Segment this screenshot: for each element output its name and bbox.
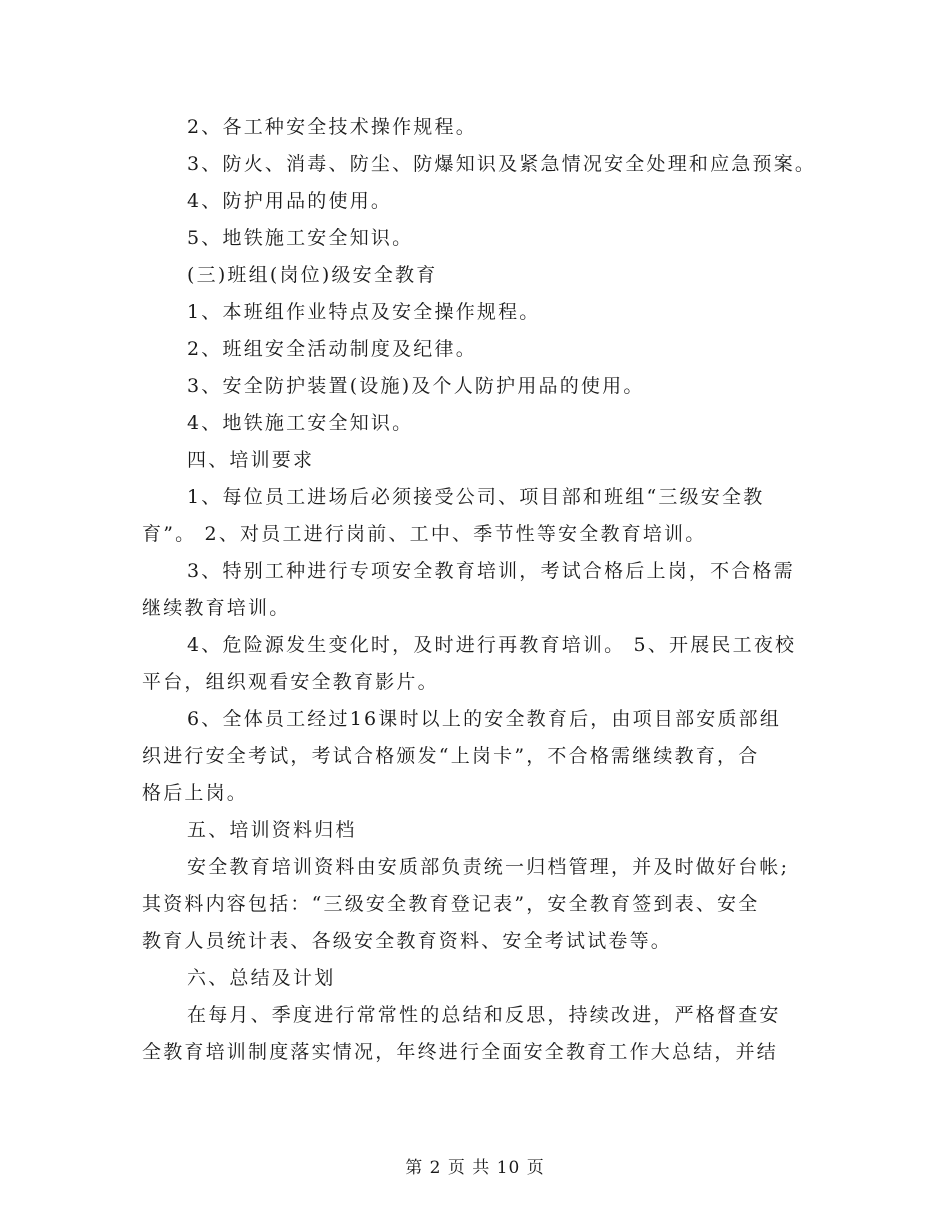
text-line: 3、防火、消毒、防尘、防爆知识及紧急情况安全处理和应急预案。: [187, 153, 817, 175]
text-line: 6、全体员工经过16课时以上的安全教育后，由项目部安质部组: [187, 708, 782, 730]
page-footer: 第 2 页 共 10 页: [405, 1158, 545, 1178]
text-line: 5、地铁施工安全知识。: [187, 227, 414, 249]
text-line: 2、班组安全活动制度及纪律。: [187, 338, 477, 360]
text-line: 安全教育培训资料由安质部负责统一归档管理，并及时做好台帐;: [187, 856, 790, 878]
text-line: 1、每位员工进场后必须接受公司、项目部和班组“三级安全教: [187, 486, 765, 508]
section-heading: 四、培训要求: [187, 449, 315, 471]
text-line: 其资料内容包括：“三级安全教育登记表”，安全教育签到表、安全: [142, 893, 760, 915]
section-heading: 六、总结及计划: [187, 967, 336, 989]
text-line: 4、危险源发生变化时，及时进行再教育培训。 5、开展民工夜校: [187, 634, 797, 656]
text-line: 育”。 2、对员工进行岗前、工中、季节性等安全教育培训。: [142, 523, 707, 545]
text-line: 在每月、季度进行常常性的总结和反思，持续改进，严格督查安: [187, 1004, 781, 1026]
text-line: 全教育培训制度落实情况，年终进行全面安全教育工作大总结，并结: [142, 1041, 779, 1063]
text-line: 4、地铁施工安全知识。: [187, 412, 414, 434]
text-line: 3、安全防护装置(设施)及个人防护用品的使用。: [187, 375, 645, 397]
text-line: 平台，组织观看安全教育影片。: [142, 671, 439, 693]
section-heading: 五、培训资料归档: [187, 819, 357, 841]
text-line: 继续教育培训。: [142, 597, 291, 619]
text-line: 3、特别工种进行专项安全教育培训，考试合格后上岗，不合格需: [187, 560, 795, 582]
text-line: 4、防护用品的使用。: [187, 190, 393, 212]
text-line: 织进行安全考试，考试合格颁发“上岗卡”，不合格需继续教育，合: [142, 745, 760, 767]
text-line: 格后上岗。: [142, 782, 249, 804]
text-line: 教育人员统计表、各级安全教育资料、安全考试试卷等。: [142, 930, 673, 952]
text-line: 1、本班组作业特点及安全操作规程。: [187, 301, 541, 323]
text-line: 2、各工种安全技术操作规程。: [187, 116, 477, 138]
section-heading: (三)班组(岗位)级安全教育: [187, 264, 438, 286]
